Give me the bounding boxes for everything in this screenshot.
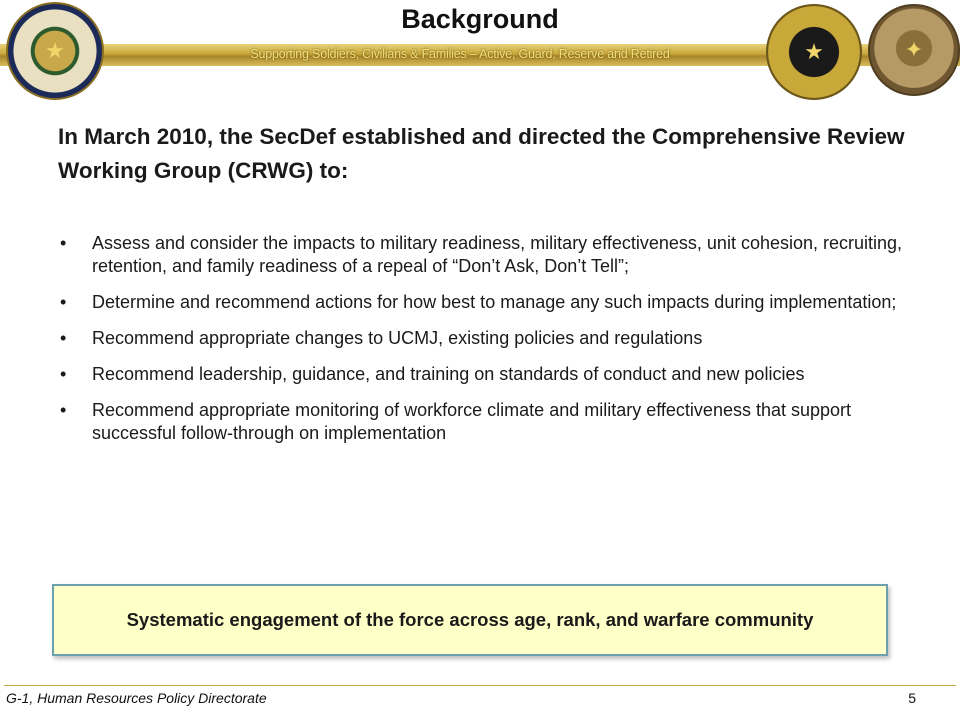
header-subtitle: Supporting Soldiers, Civilians & Families – Active, Guard, Reserve and Retired: [250, 47, 670, 61]
bullet-item: [58, 327, 908, 350]
slide-header: [0, 0, 960, 100]
bullet-icon: •: [60, 328, 67, 348]
bullet-item: [58, 399, 908, 445]
bullet-item: [58, 232, 908, 278]
footer-directorate: G-1, Human Resources Policy Directorate: [6, 690, 267, 706]
bullet-text: Recommend appropriate monitoring of workforce climate and military effectiveness that support successful follow-through on implementation: [92, 400, 852, 443]
bullet-item: [58, 291, 908, 314]
footer-divider: [4, 685, 956, 686]
callout-text: Systematic engagement of the force across age, rank, and warfare community: [126, 608, 814, 630]
department-of-the-army-seal-icon: ★: [6, 2, 104, 100]
bullet-icon: •: [60, 364, 67, 384]
bullet-item: [58, 363, 908, 386]
bullet-text: Determine and recommend actions for how best to manage any such impacts during implementation;: [92, 292, 897, 312]
slide-title: Background: [401, 4, 559, 34]
bullet-icon: •: [60, 292, 67, 312]
deputy-chief-of-staff-g1-seal-icon: ★: [766, 4, 862, 100]
bullet-icon: •: [60, 400, 67, 420]
bullet-icon: •: [60, 233, 67, 253]
main-heading: In March 2010, the SecDef established and directed the Comprehensive Review Working Group (CRWG) to:: [58, 124, 905, 183]
bullet-list: [58, 232, 908, 458]
bullet-text: Assess and consider the impacts to military readiness, military effectiveness, unit cohesion, recruiting, retention, and family readiness of a repeal of “Don’t Ask, Don’t Tell”;: [92, 233, 903, 276]
bullet-text: Recommend appropriate changes to UCMJ, existing policies and regulations: [92, 328, 703, 348]
bullet-text: Recommend leadership, guidance, and training on standards of conduct and new policies: [92, 364, 805, 384]
page-number: 5: [908, 690, 916, 706]
great-seal-icon: ✦: [868, 4, 960, 96]
callout-box: [52, 584, 888, 656]
